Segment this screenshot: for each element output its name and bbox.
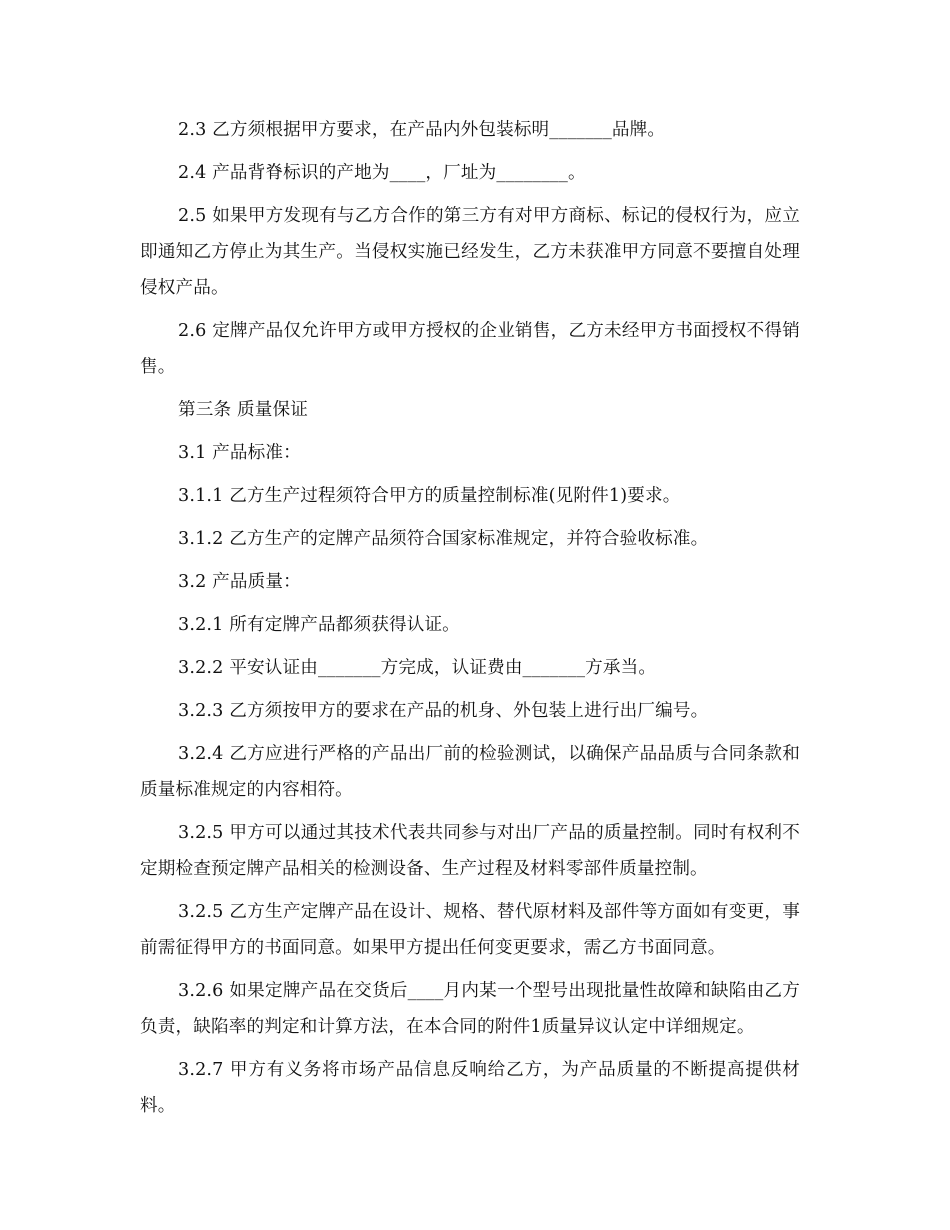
clause-3-2-5-b: 3.2.5 乙方生产定牌产品在设计、规格、替代原材料及部件等方面如有变更，事前需征得甲方的书面同意。如果甲方提出任何变更要求，需乙方书面同意。 xyxy=(140,902,800,958)
clause-2-6: 2.6 定牌产品仅允许甲方或甲方授权的企业销售，乙方未经甲方书面授权不得销售。 xyxy=(140,321,800,377)
clause-3-2-4: 3.2.4 乙方应进行严格的产品出厂前的检验测试，以确保产品品质与合同条款和质量标准规定的内容相符。 xyxy=(140,744,800,800)
clause-3-2-3: 3.2.3 乙方须按甲方的要求在产品的机身、外包装上进行出厂编号。 xyxy=(178,701,709,721)
clause-3-2-5-a: 3.2.5 甲方可以通过其技术代表共同参与对出厂产品的质量控制。同时有权利不定期检查预定牌产品相关的检测设备、生产过程及材料零部件质量控制。 xyxy=(140,823,800,879)
clause-3-2-6: 3.2.6 如果定牌产品在交货后____月内某一个型号出现批量性故障和缺陷由乙方负责，缺陷率的判定和计算方法，在本合同的附件1质量异议认定中详细规定。 xyxy=(140,981,800,1037)
clause-3-1: 3.1 产品标准： xyxy=(178,443,301,463)
section-heading-article-3: 第三条 质量保证 xyxy=(178,400,308,420)
clause-3-2: 3.2 产品质量： xyxy=(178,572,301,592)
clause-2-4: 2.4 产品背脊标识的产地为____，厂址为________。 xyxy=(178,163,586,183)
clause-2-3: 2.3 乙方须根据甲方要求，在产品内外包装标明_______品牌。 xyxy=(178,120,666,140)
clause-2-5: 2.5 如果甲方发现有与乙方合作的第三方有对甲方商标、标记的侵权行为，应立即通知乙方停止为其生产。当侵权实施已经发生，乙方未获准甲方同意不要擅自处理侵权产品。 xyxy=(140,206,800,298)
clause-3-1-1: 3.1.1 乙方生产过程须符合甲方的质量控制标准(见附件1)要求。 xyxy=(178,486,681,506)
clause-3-2-7: 3.2.7 甲方有义务将市场产品信息反响给乙方，为产品质量的不断提高提供材料。 xyxy=(140,1060,800,1116)
document-body xyxy=(140,112,800,1131)
clause-3-1-2: 3.1.2 乙方生产的定牌产品须符合国家标准规定，并符合验收标准。 xyxy=(178,529,709,549)
clause-3-2-2: 3.2.2 平安认证由_______方完成，认证费由_______方承当。 xyxy=(178,658,657,678)
clause-3-2-1: 3.2.1 所有定牌产品都须获得认证。 xyxy=(178,615,460,635)
